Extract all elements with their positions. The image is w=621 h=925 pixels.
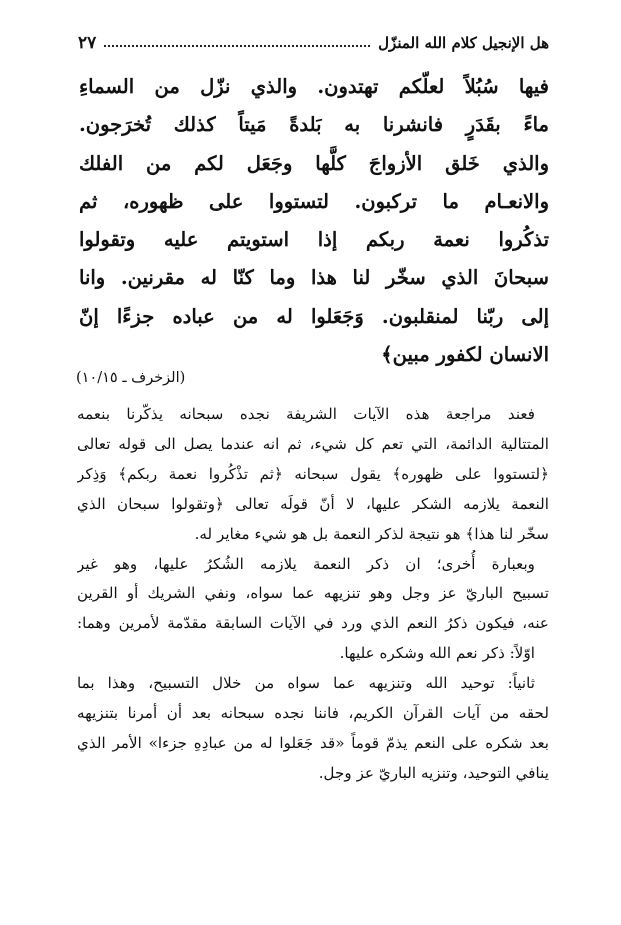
quote-line: والذي خَلق الأزواجَ كلَّها وجَعَل لكم من الفلك (79, 151, 549, 175)
body-text (77, 400, 549, 789)
page-number: ٢٧ (78, 33, 97, 53)
header-title: هل الإنجيل كلام الله المنزّل (378, 34, 549, 52)
body-line: عنه، فيكون ذكرُ النعم الذي ورد في الآيات السابقة مقدّمة لأمرين وهما: (77, 614, 549, 633)
body-line: النعمة يلازمه الشكر عليها، لا أنّ قولَه تعالى ﴿وتقولوا سبحان الذي (77, 494, 549, 513)
quote-line: الانسان لكفور مبين﴾ (381, 343, 549, 367)
quote-reference: (الزخرف ـ ١٠/١٥) (76, 370, 186, 386)
quote-line: فيها سُبُلاً لعلّكم تهتدون. والذي نزّل من السماءِ (79, 75, 549, 98)
body-line: ﴿لتستووا على ظهوره﴾ يقول سبحانه ﴿ثم تذْكُروا نعمة ربكم﴾ وَذِكر (77, 464, 549, 483)
body-line: وبعبارة أُخرى؛ ان ذكر النعمة يلازمه الشُكرُ عليها، وهو غير (77, 554, 535, 573)
quote-line: إلى ربّنا لمنقلبون. وَجَعَلوا له من عباده جزءًا إنّ (79, 304, 549, 328)
body-line: فعند مراجعة هذه الآيات الشريفة نجده سبحانه يذكّرنا بنعمه (77, 405, 535, 423)
body-line: اوّلاً: ذكر نعم الله وشكره عليها. (339, 644, 535, 663)
body-line: ينافي التوحيد، وتنزيه الباريّ عز وجل. (318, 763, 549, 782)
body-line: بعد شكره على النعم يذمّ قوماً «قد جَعَلوا له من عبادِهِ جزءا» الأمر الذي (77, 733, 549, 752)
quote-line: ماءً بقَدَرٍ فانشرنا به بَلدةً مَيتاً كذلك تُخرَجون. (79, 113, 549, 137)
body-line: لحقه من آيات القرآن الكريم، فاننا نجده سبحانه بعد أن أمرنا بتنزيهه (77, 704, 549, 723)
body-line: المتتالية الدائمة، التي تعم كل شيء، ثم انه عندما يصل الى قوله تعالى (77, 434, 549, 453)
body-line: سخّر لنا هذا﴾ هو نتيجة لذكر النعمة بل هو شيء مغاير له. (194, 524, 549, 543)
body-line: تسبيح الباريّ عز وجل وهو تنزيهه عما سواه، ونفي الشريك أو القرين (77, 584, 549, 603)
quote-line: سبحانَ الذي سخّر لنا هذا وما كنّا له مقرنين. وانا (79, 266, 549, 290)
quote-line: والانعـام ما تركبون. لتستووا على ظهوره، ثم (79, 189, 549, 213)
header-dot-leader (104, 45, 370, 47)
running-header (78, 30, 549, 56)
quran-quote (79, 68, 549, 374)
body-line: ثانياً: توحيد الله وتنزيهه عما سواه من خلال التسبيح، وهذا بما (77, 674, 535, 693)
quote-line: تذكُروا نعمة ربكم إذا استويتم عليه وتقولوا (79, 228, 549, 252)
